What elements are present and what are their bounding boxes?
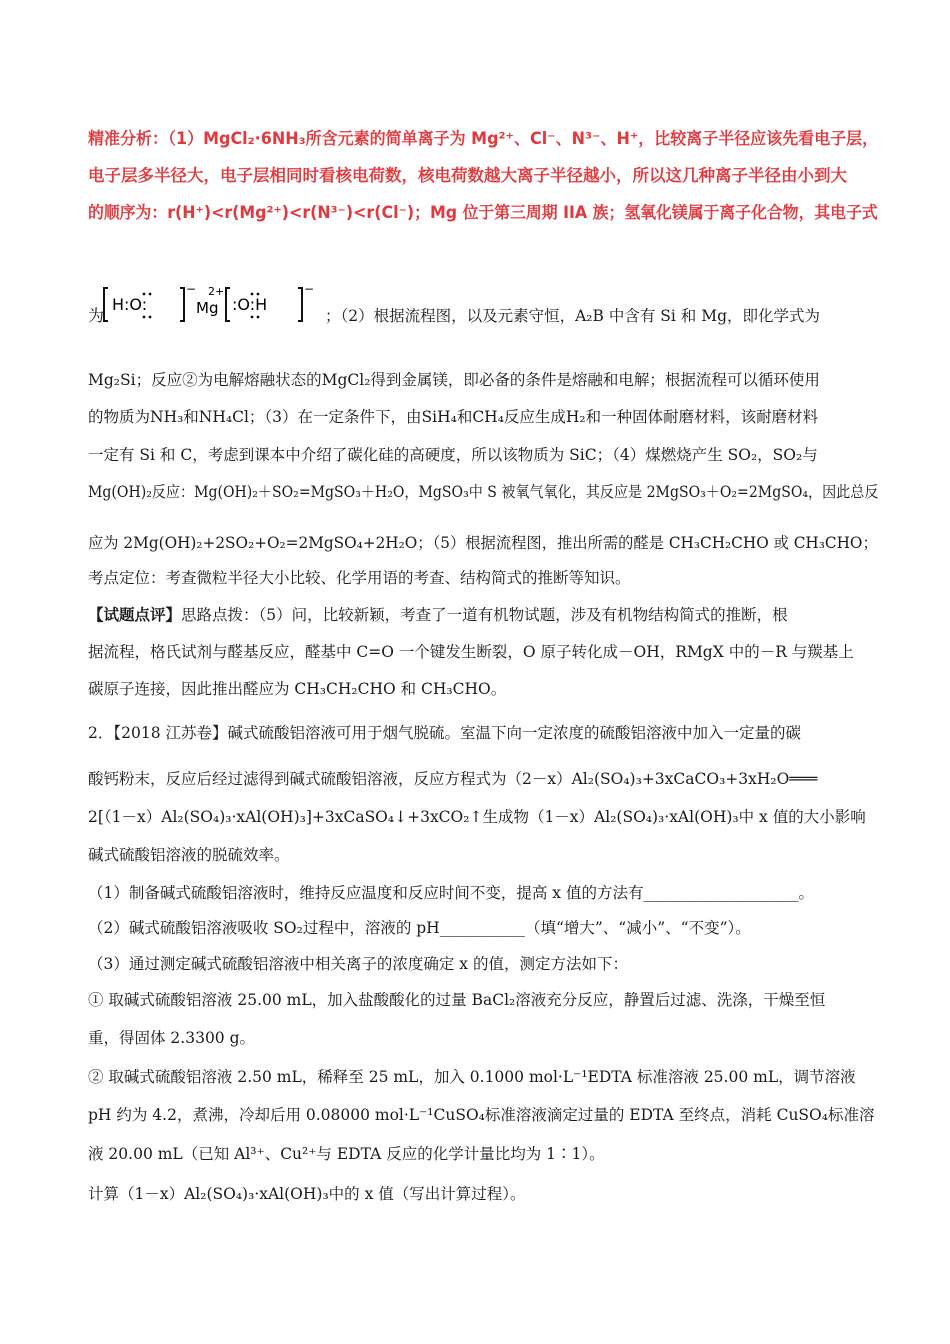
body-line-3: 的物质为NH₃和NH₄Cl；（3）在一定条件下，由SiH₄和CH₄反应生成H₂和一种固体耐磨材料，该耐磨材料	[88, 408, 819, 426]
lewis-right-content: :O:H	[232, 295, 268, 314]
lewis-left-charge: −	[186, 283, 197, 296]
analysis-line-2: 电子层多半径大，电子层相同时看核电荷数，核电荷数越大离子半径越小，所以这几种离子半径由小到大	[88, 166, 847, 185]
method-2-line-2: pH 约为 4.2，煮沸，冷却后用 0.08000 mol·L⁻¹CuSO₄标准溶液滴定过量的 EDTA 至终点，消耗 CuSO₄标准溶	[88, 1106, 875, 1124]
method-1-line-1: ① 取碱式硫酸铝溶液 25.00 mL，加入盐酸酸化的过量 BaCl₂溶液充分反应，静置后过滤、洗涤，干燥至恒	[88, 991, 826, 1009]
question-line-4: 碱式硫酸铝溶液的脱硫效率。	[88, 846, 290, 864]
lewis-metal-charge: 2+	[208, 285, 225, 298]
body-line-2: Mg₂Si；反应②为电解熔融状态的MgCl₂得到金属镁，即必备的条件是熔融和电解；根据流程可以循环使用	[88, 371, 820, 389]
body-line-9: 据流程，格氏试剂与醛基反应，醛基中 C=O 一个键发生断裂，O 原子转化成－OH，RMgX 中的－R 与羰基上	[88, 643, 854, 661]
lewis-structure-svg	[102, 283, 317, 328]
method-1-line-2: 重，得固体 2.3300 g。	[88, 1029, 256, 1047]
body-line-4: 一定有 Si 和 C，考虑到课本中介绍了碳化硅的高硬度，所以该物质为 SiC；（4）煤燃烧产生 SO₂，SO₂与	[88, 446, 818, 464]
analysis-line-3: 的顺序为：r(H⁺)<r(Mg²⁺)<r(N³⁻)<r(Cl⁻)；Mg 位于第三周期 IIA 族；氢氧化镁属于离子化合物，其电子式	[88, 203, 878, 222]
question-line-2: 酸钙粉末，反应后经过滤得到碱式硫酸铝溶液，反应方程式为（2－x）Al₂(SO₄)₃+3xCaCO₃+3xH₂O═══	[88, 770, 818, 788]
method-2-line-3: 液 20.00 mL（已知 Al³⁺、Cu²⁺与 EDTA 反应的化学计量比均为 1∶1）。	[88, 1145, 605, 1163]
body-line-5: Mg(OH)₂反应：Mg(OH)₂＋SO₂=MgSO₃＋H₂O，MgSO₃中 S 被氧气氧化，其反应是 2MgSO₃＋O₂=2MgSO₄，因此总反	[88, 483, 879, 501]
lewis-right-charge: −	[304, 283, 315, 296]
lewis-metal: Mg	[196, 299, 219, 317]
body-line-1: ；（2）根据流程图，以及元素守恒，A₂B 中含有 Si 和 Mg，即化学式为	[325, 307, 820, 325]
lewis-prefix: 为	[88, 306, 105, 325]
question-line-1: 2．【2018 江苏卷】碱式硫酸铝溶液可用于烟气脱硫。室温下向一定浓度的硫酸铝溶液中加入一定量的碳	[88, 724, 801, 742]
sub-question-2: （2）碱式硫酸铝溶液吸收 SO₂过程中，溶液的 pH___________（填“增大”、“减小”、“不变”）。	[88, 919, 751, 937]
lewis-left-content: H:O:	[112, 295, 148, 314]
body-line-10: 碳原子连接，因此推出醛应为 CH₃CH₂CHO 和 CH₃CHO。	[88, 680, 507, 698]
body-line-7: 考点定位：考查微粒半径大小比较、化学用语的考查、结构简式的推断等知识。	[88, 569, 631, 587]
review-text: 思路点拨：（5）问，比较新颖，考查了一道有机物试题，涉及有机物结构简式的推断，根	[181, 606, 788, 624]
calculation-prompt: 计算（1－x）Al₂(SO₄)₃·xAl(OH)₃中的 x 值（写出计算过程）。	[88, 1185, 526, 1203]
review-heading: 【试题点评】	[88, 605, 182, 624]
body-line-6: 应为 2Mg(OH)₂+2SO₂+O₂=2MgSO₄+2H₂O；（5）根据流程图，推出所需的醛是 CH₃CH₂CHO 或 CH₃CHO；	[88, 534, 878, 552]
method-2-line-1: ② 取碱式硫酸铝溶液 2.50 mL，稀释至 25 mL，加入 0.1000 mol·L⁻¹EDTA 标准溶液 25.00 mL，调节溶液	[88, 1068, 856, 1086]
sub-question-3: （3）通过测定碱式硫酸铝溶液中相关离子的浓度确定 x 的值，测定方法如下：	[88, 955, 628, 973]
lewis-structure-mgoh2	[102, 283, 317, 328]
body-line-8	[88, 604, 788, 626]
sub-question-1: （1）制备碱式硫酸铝溶液时，维持反应温度和反应时间不变，提高 x 值的方法有____________________。	[88, 884, 814, 902]
analysis-line-1: 精准分析：（1）MgCl₂·6NH₃所含元素的简单离子为 Mg²⁺、Cl⁻、N³⁻、H⁺，比较离子半径应该先看电子层，	[88, 129, 879, 148]
question-line-3: 2[（1－x）Al₂(SO₄)₃·xAl(OH)₃]+3xCaSO₄↓+3xCO₂↑生成物（1－x）Al₂(SO₄)₃·xAl(OH)₃中 x 值的大小影响	[88, 808, 866, 826]
